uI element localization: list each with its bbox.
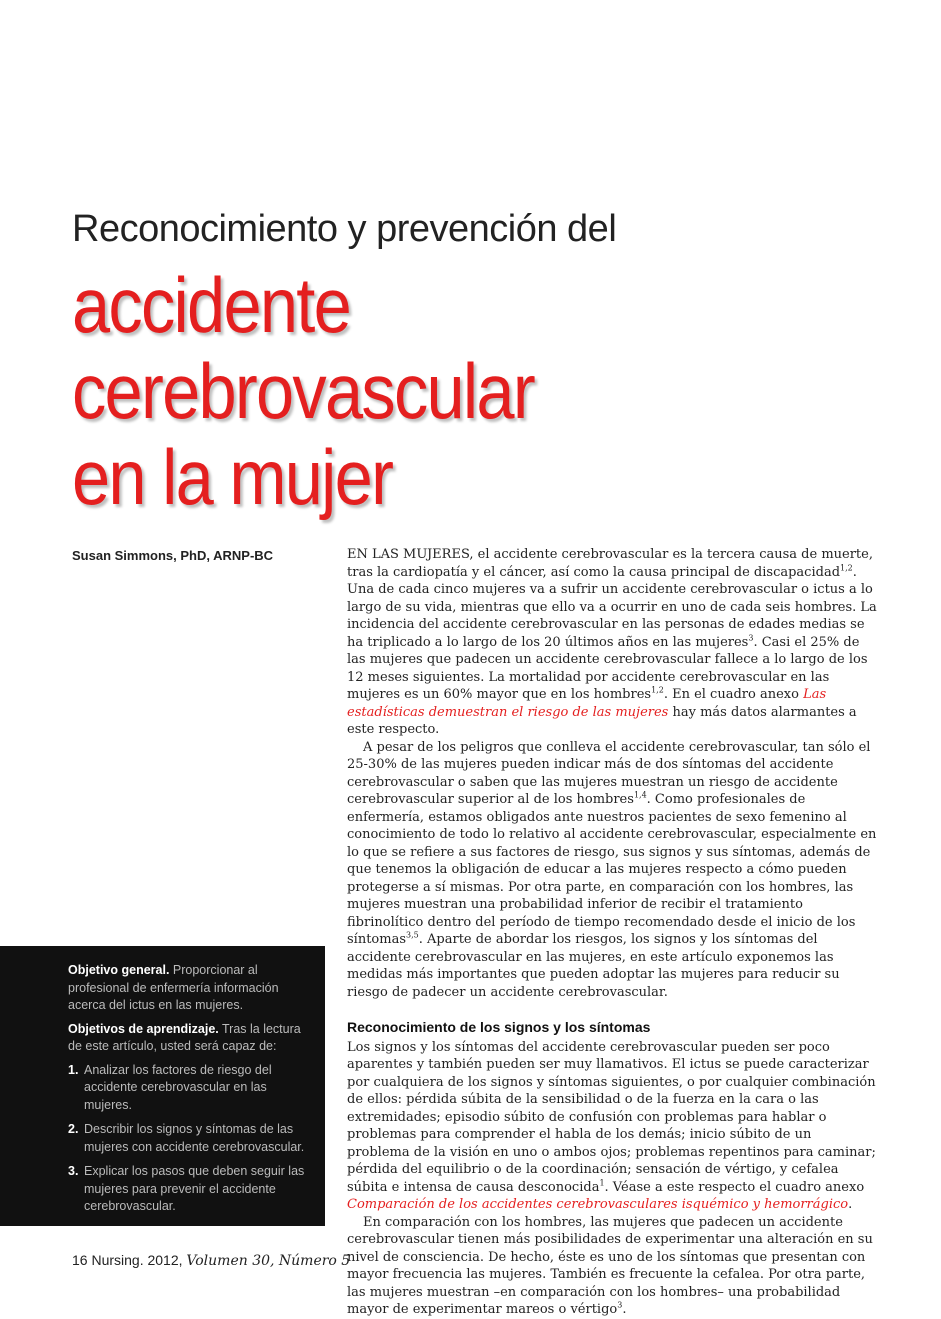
text-run: , el accidente cerebrovascular es la tercera causa de muerte, tras la cardiopatía y el cáncer, así como la causa principal de discapacidad	[347, 547, 873, 580]
journal-name: Nursing. 2012,	[91, 1252, 183, 1268]
text-run: . Casi el 25% de las mujeres que padecen un accidente cerebrovascular fallece a lo largo de los 12 meses siguientes. La mortalidad por accidente cerebrovascular en las mujeres es un 60% mayor que en los hombres	[347, 634, 868, 702]
text-run: .	[848, 1197, 853, 1212]
objectives-list	[68, 1062, 311, 1216]
page-footer	[72, 1252, 350, 1269]
paragraph-1	[347, 546, 877, 739]
citation: 3	[617, 1300, 623, 1310]
list-text: Explicar los pasos que deben seguir las mujeres para prevenir el accidente cerebrovascular.	[84, 1164, 305, 1213]
goal-paragraph	[68, 962, 311, 1015]
paragraph-2	[347, 739, 877, 1002]
text-run: A pesar de los peligros que conlleva el accidente cerebrovascular, tan sólo el 25-30% de las mujeres pueden indicar más de dos síntomas del accidente cerebrovascular o saben que las mujeres muestran un riesgo de accidente cerebrovascular superior al de los hombres	[347, 739, 871, 807]
learning-objectives-box	[0, 946, 325, 1226]
page-title	[72, 262, 829, 520]
volume-info: Volumen 30, Número 5	[186, 1253, 351, 1269]
objectives-label: Objetivos de aprendizaje.	[68, 1021, 219, 1036]
list-number: 2.	[68, 1122, 79, 1136]
list-text: Analizar los factores de riesgo del accidente cerebrovascular en las mujeres.	[84, 1062, 272, 1112]
citation: 1,2	[651, 685, 664, 695]
list-number: 1.	[68, 1062, 79, 1077]
lead-in: EN LAS MUJERES	[347, 547, 470, 562]
goal-label: Objetivo general.	[68, 963, 170, 977]
list-number: 3.	[68, 1164, 79, 1178]
title-line-3: en la mujer	[72, 433, 393, 521]
citation: 3	[748, 633, 754, 643]
list-item	[68, 1163, 311, 1216]
page-number: 16	[72, 1252, 88, 1268]
objectives-paragraph	[68, 1021, 311, 1056]
paragraph-4	[347, 1214, 877, 1319]
text-run: . Como profesionales de enfermería, estamos obligados ante nuestros pacientes de sexo femenino al conocimiento de todo lo relativo al accidente cerebrovascular, especialmente en lo que se refiere a sus factores de riesgo, sus signos y sus síntomas, además de que tenemos la obligación de educar a las mujeres respecto a cómo pueden protegerse a sí mismas. Por otra parte, en comparación con los hombres, las mujeres muestran una probabilidad inferior de recibir el tratamiento fibrinolítico dentro del período de tiempo recomendado desde el inicio de los síntomas	[347, 792, 877, 947]
list-item	[68, 1062, 311, 1115]
text-run: . Véase a este respecto el cuadro anexo	[604, 1179, 865, 1195]
citation: 1,2	[840, 563, 853, 573]
section-heading: Reconocimiento de los signos y los síntomas	[347, 1019, 651, 1035]
list-item	[68, 1121, 311, 1156]
text-run: .	[622, 1302, 627, 1317]
text-run: . Una de cada cinco mujeres va a sufrir un accidente cerebrovascular o ictus a lo largo de su vida, mientras que ello va a ocurrir en uno de cada seis hombres. La incidencia del accidente cerebrovascular en las personas de edades medias se ha triplicado a lo largo de los 20 últimos años en las mujeres	[347, 564, 877, 650]
list-text: Describir los signos y síntomas de las mujeres con accidente cerebrovascular.	[84, 1122, 305, 1154]
text-run: En comparación con los hombres, las mujeres que padecen un accidente cerebrovascular tienen más posibilidades de experimentar una alteración en su nivel de consciencia. De hecho, éste es uno de los síntomas que presentan con mayor frecuencia las mujeres. También es frecuente la cefalea. Por otra parte, las mujeres muestran –en comparación con los hombres– una probabilidad mayor de experimentar mareos o vértigo	[347, 1214, 873, 1317]
article-body	[347, 546, 877, 1319]
text-run: Los signos y los síntomas del accidente cerebrovascular pueden ser poco aparentes y también pueden ser muy llamativos. El ictus se puede caracterizar por cualquiera de los signos y síntomas siguientes, o por cualquier combinación de ellos: pérdida súbita de la sensibilidad o de la fuerza en la cara o las extremidades; episodio súbito de confusión con problemas para hablar o problemas para comprender el habla de los demás; inicio súbito de un problema de la visión en uno o ambos ojos; problemas repentinos para caminar; pérdida del equilibrio o de la coordinación; sensación de vértigo, y cefalea súbita e intensa de causa desconocida	[347, 1039, 876, 1195]
goal-text: Proporcionar al profesional de enfermería información acerca del ictus en las mujeres.	[68, 963, 279, 1012]
text-run: hay más datos alarmantes a este respecto.	[347, 704, 857, 737]
comparison-box-link[interactable]: Comparación de los accidentes cerebrovasculares isquémico y hemorrágico	[347, 1197, 849, 1212]
objectives-text: Tras la lectura de este artículo, usted será capaz de:	[68, 1021, 301, 1053]
paragraph-3	[347, 1039, 877, 1214]
text-run: . Aparte de abordar los riesgos, los signos y los síntomas del accidente cerebrovascular en las mujeres, en este artículo exponemos las medidas más importantes que pueden adoptar las mujeres para reducir su riesgo de padecer un accidente cerebrovascular.	[347, 932, 840, 1000]
title-kicker: Reconocimiento y prevención del	[72, 208, 617, 250]
citation: 3,5	[406, 930, 419, 940]
title-line-2: accidente cerebrovascular	[72, 261, 534, 435]
citation: 1	[599, 1178, 605, 1188]
author-byline: Susan Simmons, PhD, ARNP-BC	[72, 548, 274, 563]
statistics-box-link[interactable]: Las estadísticas demuestran el riesgo de las mujeres	[347, 687, 827, 720]
text-run: . En el cuadro anexo	[663, 687, 804, 702]
citation: 1,4	[633, 790, 647, 800]
